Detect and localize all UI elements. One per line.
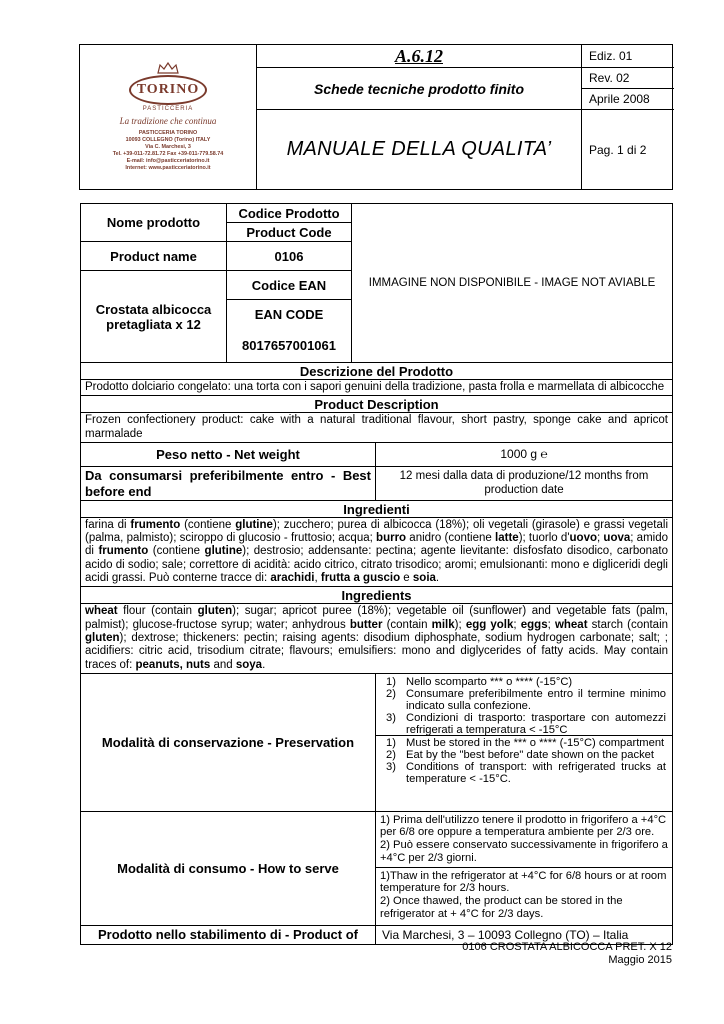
preservation-row	[81, 673, 672, 811]
ingredient-text: anidro (contiene	[406, 532, 496, 545]
origin-value: Via Marchesi, 3 – 10093 Collegno (TO) – Italia	[382, 927, 629, 942]
best-before-row	[81, 466, 672, 500]
ingredient-text: starch (contain	[587, 618, 669, 631]
item-number: 3)	[386, 711, 396, 724]
document-type: Schede tecniche prodotto finito	[313, 80, 524, 97]
allergen-text: frumento	[130, 518, 181, 531]
page-number: Pag. 1 di 2	[582, 109, 674, 189]
document-footer	[462, 941, 672, 966]
ingredient-text: );	[454, 618, 466, 631]
origin-label: Prodotto nello stabilimento di - Product of	[81, 926, 376, 944]
item-text: Must be stored in the *** o **** (-15°C) compartment	[406, 736, 665, 749]
item-text: Condizioni di trasporto: trasportare con automezzi refrigerati a temperatura < -15°C	[406, 711, 666, 736]
revision-date: Aprile 2008	[582, 88, 674, 109]
document-header	[79, 44, 673, 190]
logo-oval	[129, 75, 207, 105]
description-text-it: Prodotto dolciario congelato: una torta con i sapori genuini della tradizione, pasta frolla e marmellata di albicocche	[81, 379, 672, 395]
allergen-text: glutine	[204, 545, 243, 558]
logo-subtitle: PASTICCERIA	[142, 106, 194, 112]
ingredient-text: e	[400, 572, 413, 585]
ingredient-text: and	[210, 658, 236, 671]
ingredient-text: .	[262, 658, 266, 671]
code-label-en: Product Code	[227, 223, 351, 242]
allergen-text: latte	[495, 532, 519, 545]
best-before-value: 12 mesi dalla data di produzione/12 months from production date	[399, 469, 649, 496]
item-number: 3)	[386, 760, 396, 773]
allergen-text: soya	[235, 658, 263, 671]
allergen-text: egg yolk	[465, 618, 514, 631]
ingredient-text: ,	[314, 572, 321, 585]
product-image-placeholder: IMMAGINE NON DISPONIBILE - IMAGE NOT AVIABLE	[368, 277, 656, 289]
net-weight-value: 1000 g ℮	[500, 447, 548, 462]
ingredient-text: flour (contain	[117, 605, 198, 618]
address-line: PASTICCERIA TORINO	[138, 130, 198, 136]
ingredient-text: (contain	[382, 618, 432, 631]
allergen-text: wheat	[85, 605, 118, 618]
preservation-item	[376, 737, 672, 749]
ean-code: 8017657001061	[242, 338, 336, 353]
allergen-text: butter	[349, 618, 383, 631]
allergen-text: milk	[431, 618, 455, 631]
allergen-text: eggs	[520, 618, 548, 631]
document-number: A.6.12	[394, 45, 443, 66]
allergen-text: arachidi	[270, 572, 315, 585]
allergen-text: frutta a guscio	[320, 572, 401, 585]
description-title-it: Descrizione del Prodotto	[81, 362, 672, 379]
logo-name: TORINO	[136, 82, 200, 97]
item-number: 2)	[386, 687, 396, 700]
allergen-text: soia	[412, 572, 436, 585]
product-sheet-table	[80, 203, 673, 945]
preservation-item	[376, 761, 672, 785]
allergen-text: uovo	[569, 532, 597, 545]
preservation-item	[376, 749, 672, 761]
ean-label-en: EAN CODE	[254, 307, 324, 322]
allergen-text: peanuts, nuts	[135, 658, 211, 671]
ingredients-text-en	[81, 603, 672, 672]
ingredient-text: ; amido di	[85, 532, 669, 558]
ean-label-it: Codice EAN	[227, 271, 351, 300]
address-line: Via C. Marchesi, 3	[145, 144, 191, 150]
ingredient-text: farina di	[85, 518, 131, 531]
net-weight-label: Peso netto - Net weight	[81, 443, 376, 466]
serving-row	[81, 811, 672, 925]
item-text: Conditions of transport: with refrigerated trucks at temperature < -15°C.	[406, 760, 666, 785]
footer-product-ref: 0106 CROSTATA ALBICOCCA PRET. X 12	[462, 941, 672, 953]
ingredient-text: (contiene	[180, 518, 236, 531]
revision: Rev. 02	[582, 67, 674, 88]
serving-text-it: 1) Prima dell'utilizzo tenere il prodotto in frigorifero a +4°C per 6/8 ore oppure a temperatura ambiente per 2/3 ore. 2) Può essere conservato successivamente in frigorifero a +4°C per 2/3 giorni.	[376, 812, 672, 868]
preservation-list-en	[376, 736, 672, 811]
description-text-en: Frozen confectionery product: cake with a natural traditional flavour, short pastry, sponge cake and apricot marmalade	[81, 412, 672, 442]
ingredient-text: .	[435, 572, 440, 585]
serving-text-en: 1)Thaw in the refrigerator at +4°C for 6/8 hours or at room temperature for 2/3 hours. 2) Once thawed, the product can be stored in the refrigerator at + 4°C for 2/3 days.	[380, 869, 667, 920]
manual-title: MANUALE DELLA QUALITA’	[286, 138, 552, 160]
ingredient-text: (contiene	[148, 545, 205, 558]
item-number: 1)	[386, 736, 396, 749]
ingredient-text: ); destrosio; addensante: pectina; agente lievitante: disfosfato disodico, carbonato acido di sodio; sale; correttore di acidità: acido citrico, citrato trisodico; aromi; emulsionanti: mono e digliceridi degli acidi grassi. Può conterne tracce di:	[85, 545, 669, 585]
allergen-text: wheat	[554, 618, 588, 631]
ingredients-title-it: Ingredienti	[81, 500, 672, 517]
ingredient-text: ); dextrose; thickeners: pectin; raising agents: disodium diphosphate, sodium hydrogen carbonate; salt; ; acidifiers: citric acid, trisodium citrate; flavours; emulsifiers: mono and diglycerides of fatty acids. May contain traces of:	[85, 631, 668, 671]
name-label-en: Product name	[81, 242, 226, 271]
item-number: 2)	[386, 748, 396, 761]
ingredients-title-en: Ingredients	[81, 586, 672, 603]
ingredient-text: ;	[597, 532, 604, 545]
allergen-text: uova	[603, 532, 631, 545]
product-name: Crostata albicocca pretagliata x 12	[95, 301, 212, 332]
ingredient-text: ;	[547, 618, 555, 631]
address-line: Internet: www.pasticceriatorino.it	[125, 165, 211, 171]
ingredient-text: ;	[513, 618, 521, 631]
name-label-it: Nome prodotto	[81, 204, 226, 242]
allergen-text: burro	[376, 532, 407, 545]
product-code: 0106	[227, 242, 351, 271]
preservation-list-it	[376, 674, 672, 736]
best-before-label: Da consumarsi preferibilmente entro - Best before end	[81, 467, 376, 501]
allergen-text: gluten	[85, 631, 120, 644]
preservation-item	[376, 688, 672, 712]
ingredient-text: ); zucchero; purea di albicocca (18%); oli vegetali (girasole) e grassi vegetali (palma, palmisto); sciroppo di glucosio - fruttosio; acqua;	[85, 518, 668, 545]
serving-label: Modalità di consumo - How to serve	[81, 812, 376, 925]
preservation-label: Modalità di conservazione - Preservation	[81, 674, 376, 811]
item-number: 1)	[386, 675, 396, 688]
preservation-item	[376, 712, 672, 736]
allergen-text: gluten	[197, 605, 233, 618]
address-line: Tel. +39-011-72.81.72 Fax +39-011-779.58.74	[112, 151, 224, 157]
address-line: E-mail: info@pasticceriatorino.it	[126, 158, 210, 164]
crown-icon	[156, 62, 180, 74]
net-weight-row	[81, 442, 672, 466]
code-label-it: Codice Prodotto	[227, 204, 351, 223]
footer-date: Maggio 2015	[608, 953, 672, 966]
logo-tagline: La tradizione che continua	[119, 116, 217, 126]
allergen-text: frumento	[98, 545, 149, 558]
company-logo	[80, 45, 257, 189]
address-line: 10093 COLLEGNO (Torino) ITALY	[125, 137, 211, 143]
edition: Ediz. 01	[589, 49, 633, 63]
ingredients-text-it	[81, 517, 672, 586]
allergen-text: glutine	[235, 518, 273, 531]
company-address	[113, 130, 224, 172]
item-text: Eat by the "best before" date shown on the packet	[406, 748, 655, 761]
ingredient-text: ); sugar; apricot puree (18%); vegetable oil (sunflower) and vegetable fats (palm, palmist); glucose-fructose syrup; water; anhydrous	[85, 605, 668, 631]
item-text: Nello scomparto *** o **** (-15°C)	[406, 675, 573, 688]
description-title-en: Product Description	[81, 395, 672, 412]
product-identification	[81, 204, 672, 362]
item-text: Consumare preferibilmente entro il termine minimo indicato sulla confezione.	[406, 687, 666, 712]
ingredient-text: ); tuorlo d'	[518, 532, 570, 545]
preservation-item	[376, 676, 672, 688]
